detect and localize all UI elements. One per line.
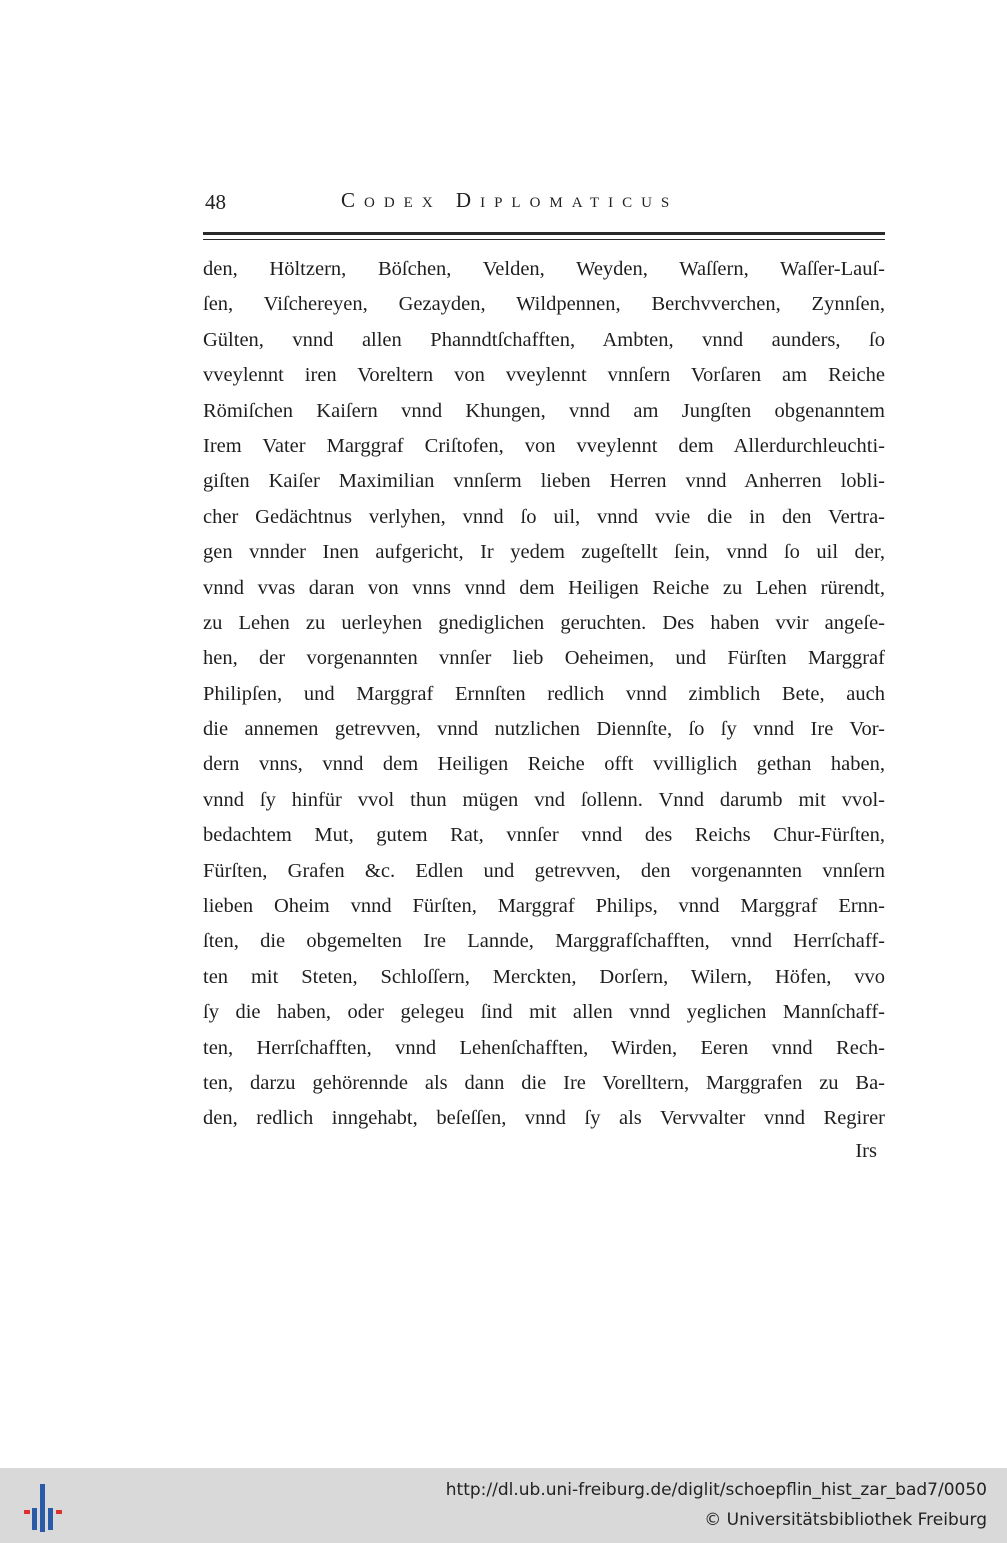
text-line: bedachtem Mut, gutem Rat, vnnſer vnnd des Reichs Chur-Fürſten, <box>203 824 885 847</box>
header-rule-thick <box>203 232 885 235</box>
text-line: giſten Kaiſer Maximilian vnnſerm lieben Herren vnnd Anherren lobli- <box>203 470 885 493</box>
text-line: Philipſen, und Marggraf Ernnſten redlich vnnd zimblich Bete, auch <box>203 682 885 705</box>
catchword: Irs <box>855 1140 877 1162</box>
text-line: vnnd ſy hinfür vvol thun mügen vnd ſollenn. Vnnd darumb mit vvol- <box>203 788 885 811</box>
text-line: Fürſten, Grafen &c. Edlen und getrevven, den vorgenannten vnnſern <box>203 859 885 882</box>
text-line: ſten, die obgemelten Ire Lannde, Marggrafſchafften, vnnd Herrſchaff- <box>203 930 885 953</box>
text-line: ten mit Steten, Schloſſern, Merckten, Dorſern, Wilern, Höfen, vvo <box>203 965 885 988</box>
running-head <box>203 188 885 224</box>
text-line: die annemen getrevven, vnnd nutzlichen Diennſte, ſo ſy vnnd Ire Vor- <box>203 718 885 741</box>
text-line: Römiſchen Kaiſern vnnd Khungen, vnnd am Jungſten obgenanntem <box>203 399 885 422</box>
text-line: gen vnnder Inen aufgericht, Ir yedem zugeſtellt ſein, vnnd ſo uil der, <box>203 541 885 564</box>
text-line: lieben Oheim vnnd Fürſten, Marggraf Philips, vnnd Marggraf Ernn- <box>203 895 885 918</box>
text-line: ſy die haben, oder gelegeu ſind mit allen vnnd yeglichen Mannſchaff- <box>203 1001 885 1024</box>
running-title: Codex Diplomaticus <box>341 188 679 212</box>
footer-copyright: © Universitätsbibliothek Freiburg <box>704 1510 987 1530</box>
body-text <box>203 252 885 1137</box>
header-rule-thin <box>203 239 885 240</box>
text-line: ten, darzu gehörennde als dann die Ire Vorelltern, Marggrafen zu Ba- <box>203 1071 885 1094</box>
text-line: den, redlich inngehabt, beſeſſen, vnnd ſy als Vervvalter vnnd Regirer <box>203 1107 885 1130</box>
text-line: vveylennt iren Voreltern von vveylennt vnnſern Vorſaren am Reiche <box>203 364 885 387</box>
text-line: dern vnns, vnnd dem Heiligen Reiche offt vvilliglich gethan haben, <box>203 753 885 776</box>
text-line: cher Gedächtnus verlyhen, vnnd ſo uil, vnnd vvie die in den Vertra- <box>203 505 885 528</box>
footer-url-link[interactable]: http://dl.ub.uni-freiburg.de/diglit/schoepflin_hist_zar_bad7/0050 <box>445 1480 987 1500</box>
footer-bar <box>0 1468 1007 1543</box>
text-line: hen, der vorgenannten vnnſer lieb Oeheimen, und Fürſten Marggraf <box>203 647 885 670</box>
ub-freiburg-logo-icon[interactable] <box>22 1482 66 1534</box>
page-number: 48 <box>205 190 226 214</box>
text-line: vnnd vvas daran von vnns vnnd dem Heiligen Reiche zu Lehen rürendt, <box>203 576 885 599</box>
text-line: zu Lehen zu uerleyhen gnediglichen geruchten. Des haben vvir angeſe- <box>203 611 885 634</box>
text-line: Gülten, vnnd allen Phanndtſchafften, Ambten, vnnd aunders, ſo <box>203 328 885 351</box>
text-line: ten, Herrſchafften, vnnd Lehenſchafften, Wirden, Eeren vnnd Rech- <box>203 1036 885 1059</box>
text-line: den, Höltzern, Böſchen, Velden, Weyden, Waſſern, Waſſer-Lauſ- <box>203 258 885 280</box>
text-line: Irem Vater Marggraf Criſtofen, von vveylennt dem Allerdurchleuchti- <box>203 434 885 457</box>
text-line: ſen, Viſchereyen, Gezayden, Wildpennen, Berchvverchen, Zynnſen, <box>203 293 885 316</box>
